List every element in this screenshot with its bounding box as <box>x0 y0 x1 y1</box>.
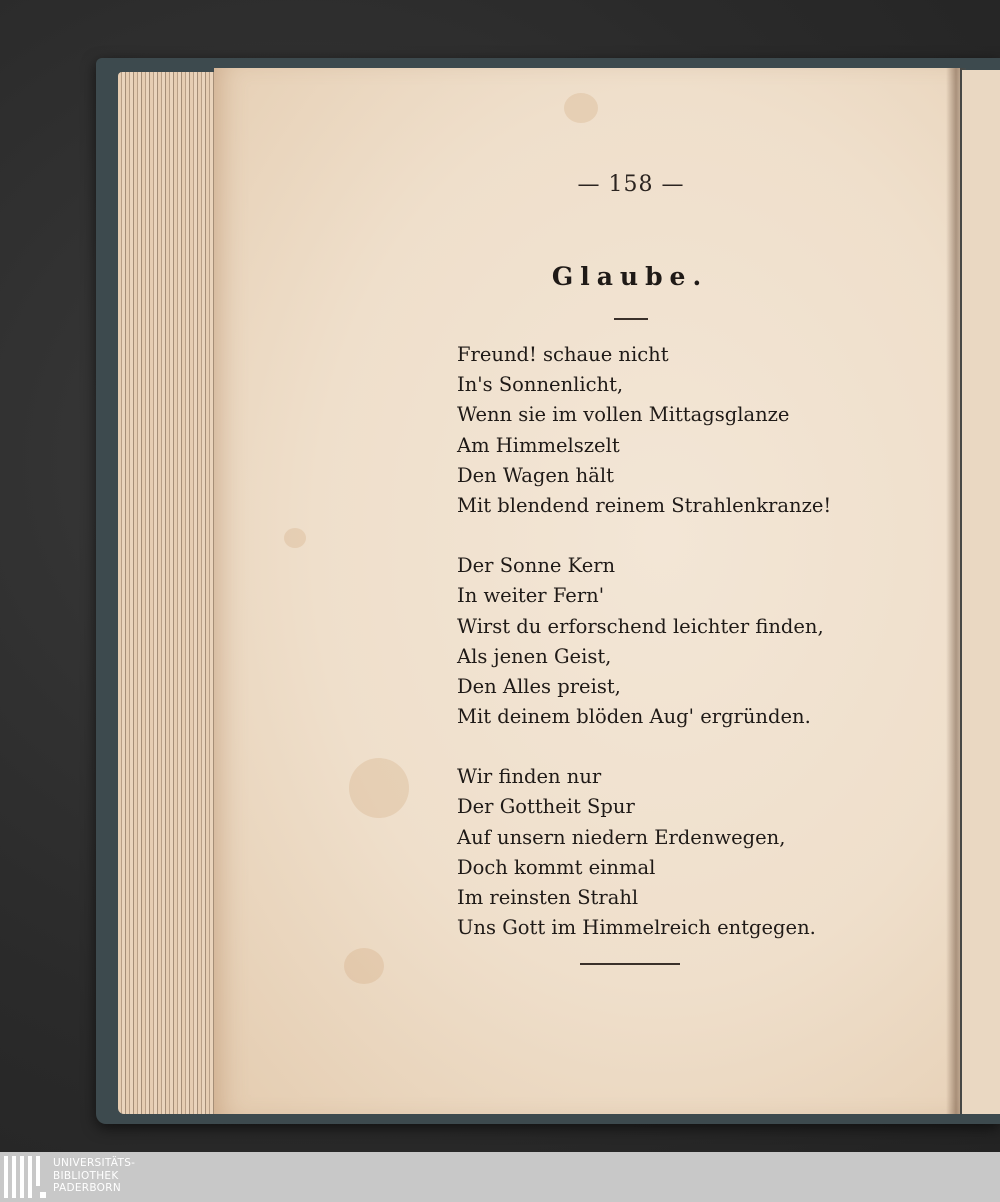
poem-body <box>457 340 877 973</box>
page-number: — 158 — <box>577 172 685 197</box>
poem-title: Glaube. <box>551 262 709 291</box>
library-logo-icon <box>4 1156 48 1198</box>
stanza <box>457 340 877 521</box>
poem-line: Der Gottheit Spur <box>457 795 635 819</box>
poem-line: Wenn sie im vollen Mittagsglanze <box>457 403 790 427</box>
page-edges <box>118 72 228 1114</box>
footer-bar <box>0 1152 1000 1202</box>
paper-stain <box>564 93 598 123</box>
paper-stain <box>344 948 384 984</box>
poem-line: Auf unsern niedern Erdenwegen, <box>457 825 786 849</box>
paper-stain <box>349 758 409 818</box>
library-logo-text <box>53 1157 135 1195</box>
poem-line: Wir finden nur <box>457 765 602 789</box>
poem-line: Mit deinem blöden Aug' ergründen. <box>457 705 811 729</box>
poem-line: Doch kommt einmal <box>457 855 656 879</box>
end-rule <box>580 963 680 965</box>
poem-line: Am Himmelszelt <box>457 433 620 457</box>
logo-line: UNIVERSITÄTS- <box>53 1157 136 1169</box>
poem-line: Der Sonne Kern <box>457 554 616 578</box>
poem-line: Freund! schaue nicht <box>457 343 669 366</box>
stanza <box>457 551 877 732</box>
poem-line: In's Sonnenlicht, <box>457 373 624 397</box>
poem-line: In weiter Fern' <box>457 584 605 608</box>
paper-stain <box>284 528 306 548</box>
poem-line: Uns Gott im Himmelreich entgegen. <box>457 916 816 940</box>
logo-line: BIBLIOTHEK <box>53 1169 119 1182</box>
title-rule <box>614 318 648 320</box>
logo-line: PADERBORN <box>53 1182 121 1194</box>
poem-line: Den Wagen hält <box>457 463 614 487</box>
poem-line: Im reinsten Strahl <box>457 886 639 909</box>
poem-line: Als jenen Geist, <box>457 644 612 668</box>
poem-line: Mit blendend reinem Strahlenkranze! <box>457 493 832 517</box>
poem-line: Den Alles preist, <box>457 674 621 698</box>
facing-page-edge <box>962 70 1000 1114</box>
stanza <box>457 762 877 943</box>
poem-line: Wirst du erforschend leichter finden, <box>457 614 824 638</box>
